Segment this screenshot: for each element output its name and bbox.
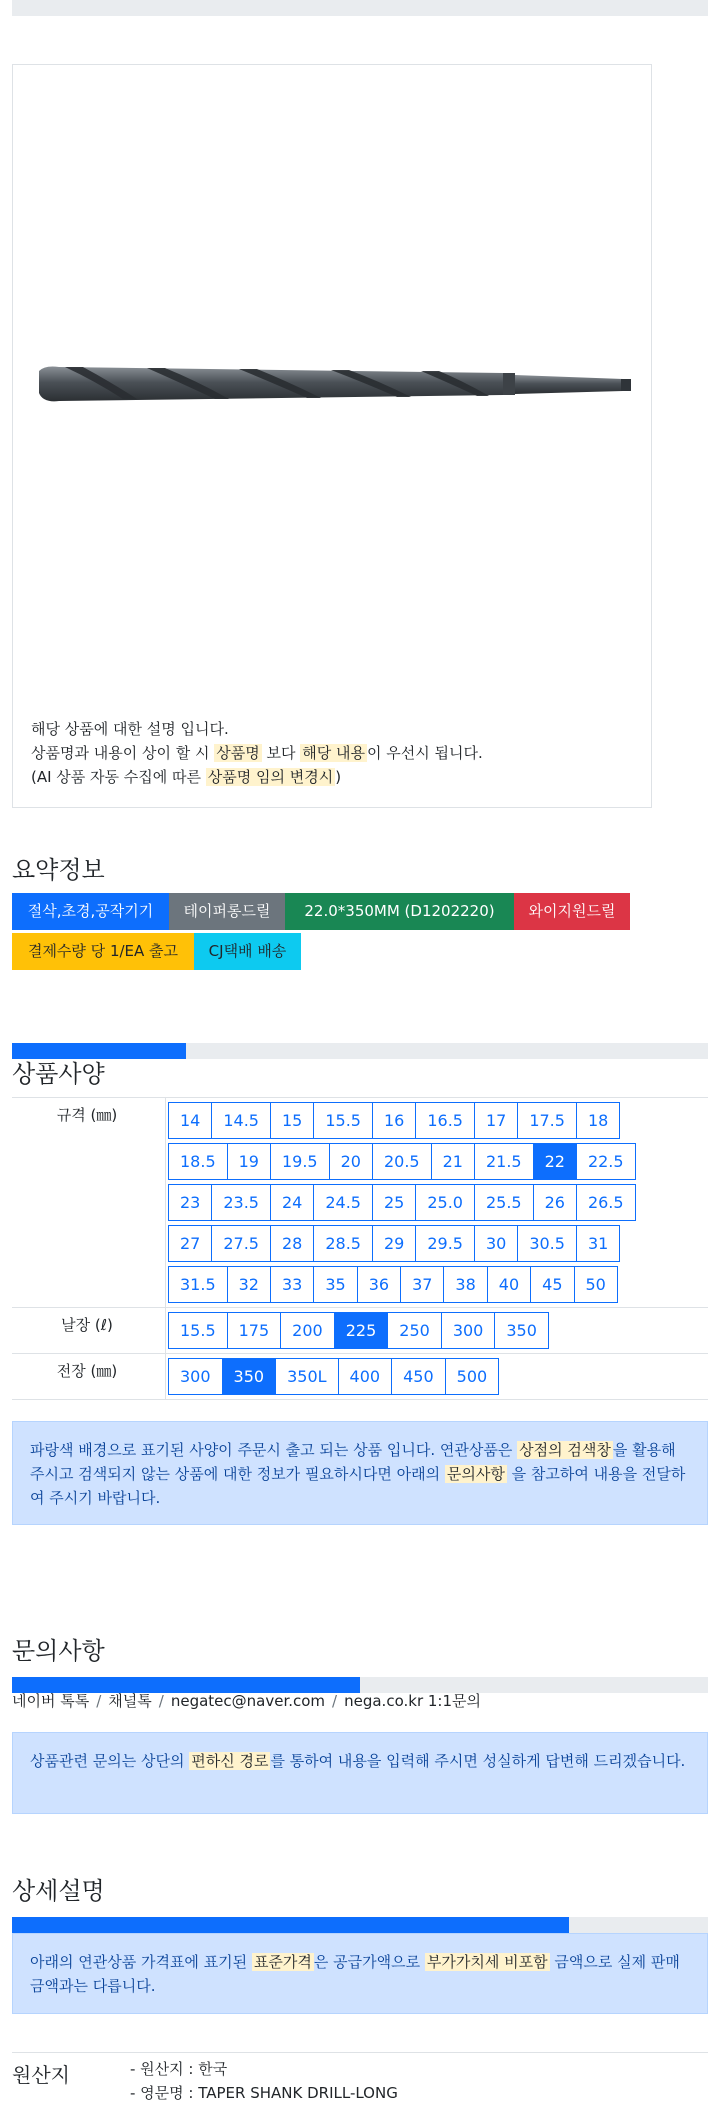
spec-option-row bbox=[168, 1266, 708, 1303]
spec-option[interactable]: 26 bbox=[533, 1184, 577, 1221]
contact-email[interactable]: negatec@naver.com bbox=[170, 1692, 326, 1710]
spec-option[interactable]: 16.5 bbox=[415, 1102, 475, 1139]
highlight-inquiry: 문의사항 bbox=[446, 1465, 505, 1483]
spec-option[interactable]: 27.5 bbox=[211, 1225, 271, 1262]
spec-option[interactable]: 23.5 bbox=[211, 1184, 271, 1221]
spec-option[interactable]: 25 bbox=[372, 1184, 416, 1221]
origin-list bbox=[130, 2057, 398, 2105]
spec-option[interactable]: 17 bbox=[474, 1102, 518, 1139]
spec-option[interactable]: 19 bbox=[227, 1143, 271, 1180]
spec-option-selected[interactable]: 350 bbox=[222, 1358, 277, 1395]
summary-heading: 요약정보 bbox=[12, 856, 105, 884]
drill-image bbox=[25, 325, 641, 437]
spec-option[interactable]: 25.5 bbox=[474, 1184, 534, 1221]
origin-section bbox=[12, 2052, 708, 2102]
spec-option[interactable]: 18.5 bbox=[168, 1143, 228, 1180]
spec-option-row bbox=[168, 1102, 708, 1139]
badge-shipping-qty: 결제수량 당 1/EA 출고 bbox=[12, 933, 194, 970]
spec-option[interactable]: 22.5 bbox=[576, 1143, 636, 1180]
spec-option[interactable]: 18 bbox=[576, 1102, 620, 1139]
spec-option-row bbox=[168, 1184, 708, 1221]
spec-options-size bbox=[165, 1098, 708, 1307]
spec-option[interactable]: 33 bbox=[270, 1266, 314, 1303]
highlight-route: 편하신 경로 bbox=[191, 1752, 269, 1770]
spec-option[interactable]: 175 bbox=[227, 1312, 282, 1349]
product-image-card bbox=[12, 64, 652, 808]
spec-option[interactable]: 250 bbox=[387, 1312, 442, 1349]
contact-site-inquiry[interactable]: nega.co.kr 1:1문의 bbox=[344, 1692, 481, 1710]
spec-option[interactable]: 14 bbox=[168, 1102, 212, 1139]
origin-country: - 원산지 : 한국 bbox=[130, 2060, 228, 2078]
inquiry-heading: 문의사항 bbox=[12, 1637, 105, 1665]
product-description bbox=[31, 717, 483, 789]
spec-option[interactable]: 25.0 bbox=[415, 1184, 475, 1221]
spec-option[interactable]: 24.5 bbox=[313, 1184, 373, 1221]
spec-row-size bbox=[12, 1098, 708, 1308]
spec-option[interactable]: 28 bbox=[270, 1225, 314, 1262]
top-divider bbox=[12, 0, 708, 16]
spec-option[interactable]: 37 bbox=[400, 1266, 444, 1303]
spec-option-row bbox=[168, 1225, 708, 1262]
spec-option[interactable]: 32 bbox=[227, 1266, 271, 1303]
spec-table bbox=[12, 1097, 708, 1400]
spec-option[interactable]: 500 bbox=[445, 1358, 500, 1395]
spec-option[interactable]: 27 bbox=[168, 1225, 212, 1262]
origin-label: 원산지 bbox=[12, 2063, 70, 2087]
desc-line-3: (AI 상품 자동 수집에 따른 상품명 임의 변경시 ) bbox=[31, 768, 342, 786]
badge-brand: 와이지원드릴 bbox=[514, 893, 630, 930]
spec-option[interactable]: 450 bbox=[391, 1358, 446, 1395]
spec-option-row bbox=[168, 1143, 708, 1180]
badge-type: 테이퍼롱드릴 bbox=[169, 893, 285, 930]
spec-option[interactable]: 31.5 bbox=[168, 1266, 228, 1303]
spec-option[interactable]: 14.5 bbox=[211, 1102, 271, 1139]
highlight-vat: 부가가치세 비포함 bbox=[426, 1953, 548, 1971]
spec-option[interactable]: 15.5 bbox=[168, 1312, 228, 1349]
spec-row-flute-length bbox=[12, 1308, 708, 1354]
spec-option[interactable]: 400 bbox=[338, 1358, 393, 1395]
contact-channel-talk[interactable]: 채널톡 bbox=[108, 1692, 152, 1710]
highlight-content: 해당 내용 bbox=[302, 744, 365, 762]
spec-progress bbox=[12, 1043, 708, 1059]
spec-label-size: 규격 (㎜) bbox=[56, 1106, 118, 1124]
contact-naver-talk[interactable]: 네이버 톡톡 bbox=[12, 1692, 90, 1710]
highlight-standard-price: 표준가격 bbox=[253, 1953, 312, 1971]
spec-option[interactable]: 26.5 bbox=[576, 1184, 636, 1221]
spec-option[interactable]: 15 bbox=[270, 1102, 314, 1139]
badge-courier: CJ택배 배송 bbox=[194, 933, 301, 970]
spec-option[interactable]: 29 bbox=[372, 1225, 416, 1262]
spec-option[interactable]: 23 bbox=[168, 1184, 212, 1221]
spec-option[interactable]: 30.5 bbox=[517, 1225, 577, 1262]
spec-option[interactable]: 21 bbox=[431, 1143, 475, 1180]
spec-row-total-length bbox=[12, 1354, 708, 1400]
spec-option[interactable]: 38 bbox=[443, 1266, 487, 1303]
spec-label-flute-length: 날장 (ℓ) bbox=[61, 1316, 113, 1334]
detail-notice: 아래의 연관상품 가격표에 표기된 표준가격 은 공급가액으로 부가가치세 비포함 금액으로 실제 판매금액과는 다릅니다. bbox=[12, 1933, 708, 2014]
spec-option[interactable]: 350L bbox=[275, 1358, 338, 1395]
spec-option[interactable]: 45 bbox=[530, 1266, 574, 1303]
spec-label-total-length: 전장 (㎜) bbox=[56, 1362, 118, 1380]
spec-option[interactable]: 29.5 bbox=[415, 1225, 475, 1262]
badge-category: 절삭,초경,공작기기 bbox=[12, 893, 169, 930]
spec-option-selected[interactable]: 225 bbox=[334, 1312, 389, 1349]
inquiry-notice: 상품관련 문의는 상단의 편하신 경로 를 통하여 내용을 입력해 주시면 성실하게 답변해 드리겠습니다. bbox=[12, 1732, 708, 1814]
spec-option[interactable]: 15.5 bbox=[313, 1102, 373, 1139]
spec-heading: 상품사양 bbox=[12, 1060, 105, 1088]
spec-options-flute-length bbox=[165, 1308, 708, 1353]
spec-option[interactable]: 40 bbox=[487, 1266, 531, 1303]
spec-option[interactable]: 350 bbox=[494, 1312, 549, 1349]
spec-notice: 파랑색 배경으로 표기된 사양이 주문시 출고 되는 상품 입니다. 연관상품은 상점의 검색창 을 활용해 주시고 검색되지 않는 상품에 대한 정보가 필요하시다면 아래의 문의사항 을 참고하여 내용을 전달하여 주시기 바랍니다. bbox=[12, 1421, 708, 1525]
spec-option-row bbox=[168, 1358, 708, 1395]
highlight-product-name: 상품명 bbox=[216, 744, 260, 762]
spec-option[interactable]: 28.5 bbox=[313, 1225, 373, 1262]
desc-line-2: 상품명과 내용이 상이 할 시 상품명 보다 해당 내용 이 우선시 됩니다. bbox=[31, 744, 483, 762]
spec-option[interactable]: 21.5 bbox=[474, 1143, 534, 1180]
spec-options-total-length bbox=[165, 1354, 708, 1399]
highlight-name-change: 상품명 임의 변경시 bbox=[207, 768, 334, 786]
spec-option[interactable]: 50 bbox=[574, 1266, 618, 1303]
spec-option[interactable]: 20.5 bbox=[372, 1143, 432, 1180]
spec-option[interactable]: 17.5 bbox=[517, 1102, 577, 1139]
spec-option[interactable]: 300 bbox=[441, 1312, 496, 1349]
spec-option[interactable]: 200 bbox=[280, 1312, 335, 1349]
spec-option[interactable]: 300 bbox=[168, 1358, 223, 1395]
spec-option-selected[interactable]: 22 bbox=[533, 1143, 577, 1180]
highlight-search: 상점의 검색창 bbox=[519, 1441, 611, 1459]
spec-option[interactable]: 19.5 bbox=[270, 1143, 330, 1180]
spec-option[interactable]: 24 bbox=[270, 1184, 314, 1221]
desc-line-1: 해당 상품에 대한 설명 입니다. bbox=[31, 720, 229, 738]
spec-option[interactable]: 20 bbox=[329, 1143, 373, 1180]
spec-option[interactable]: 30 bbox=[474, 1225, 518, 1262]
badge-spec: 22.0*350MM (D1202220) bbox=[285, 893, 514, 930]
spec-option[interactable]: 16 bbox=[372, 1102, 416, 1139]
detail-progress bbox=[12, 1917, 708, 1933]
spec-option-row bbox=[168, 1312, 708, 1349]
detail-heading: 상세설명 bbox=[12, 1877, 105, 1905]
spec-option[interactable]: 31 bbox=[576, 1225, 620, 1262]
origin-english-name: - 영문명 : TAPER SHANK DRILL-LONG bbox=[130, 2084, 398, 2102]
contact-breadcrumb: 네이버 톡톡 / 채널톡 / negatec@naver.com / nega.co.kr 1:1문의 bbox=[12, 1692, 481, 1710]
spec-option[interactable]: 35 bbox=[313, 1266, 357, 1303]
spec-option[interactable]: 36 bbox=[357, 1266, 401, 1303]
